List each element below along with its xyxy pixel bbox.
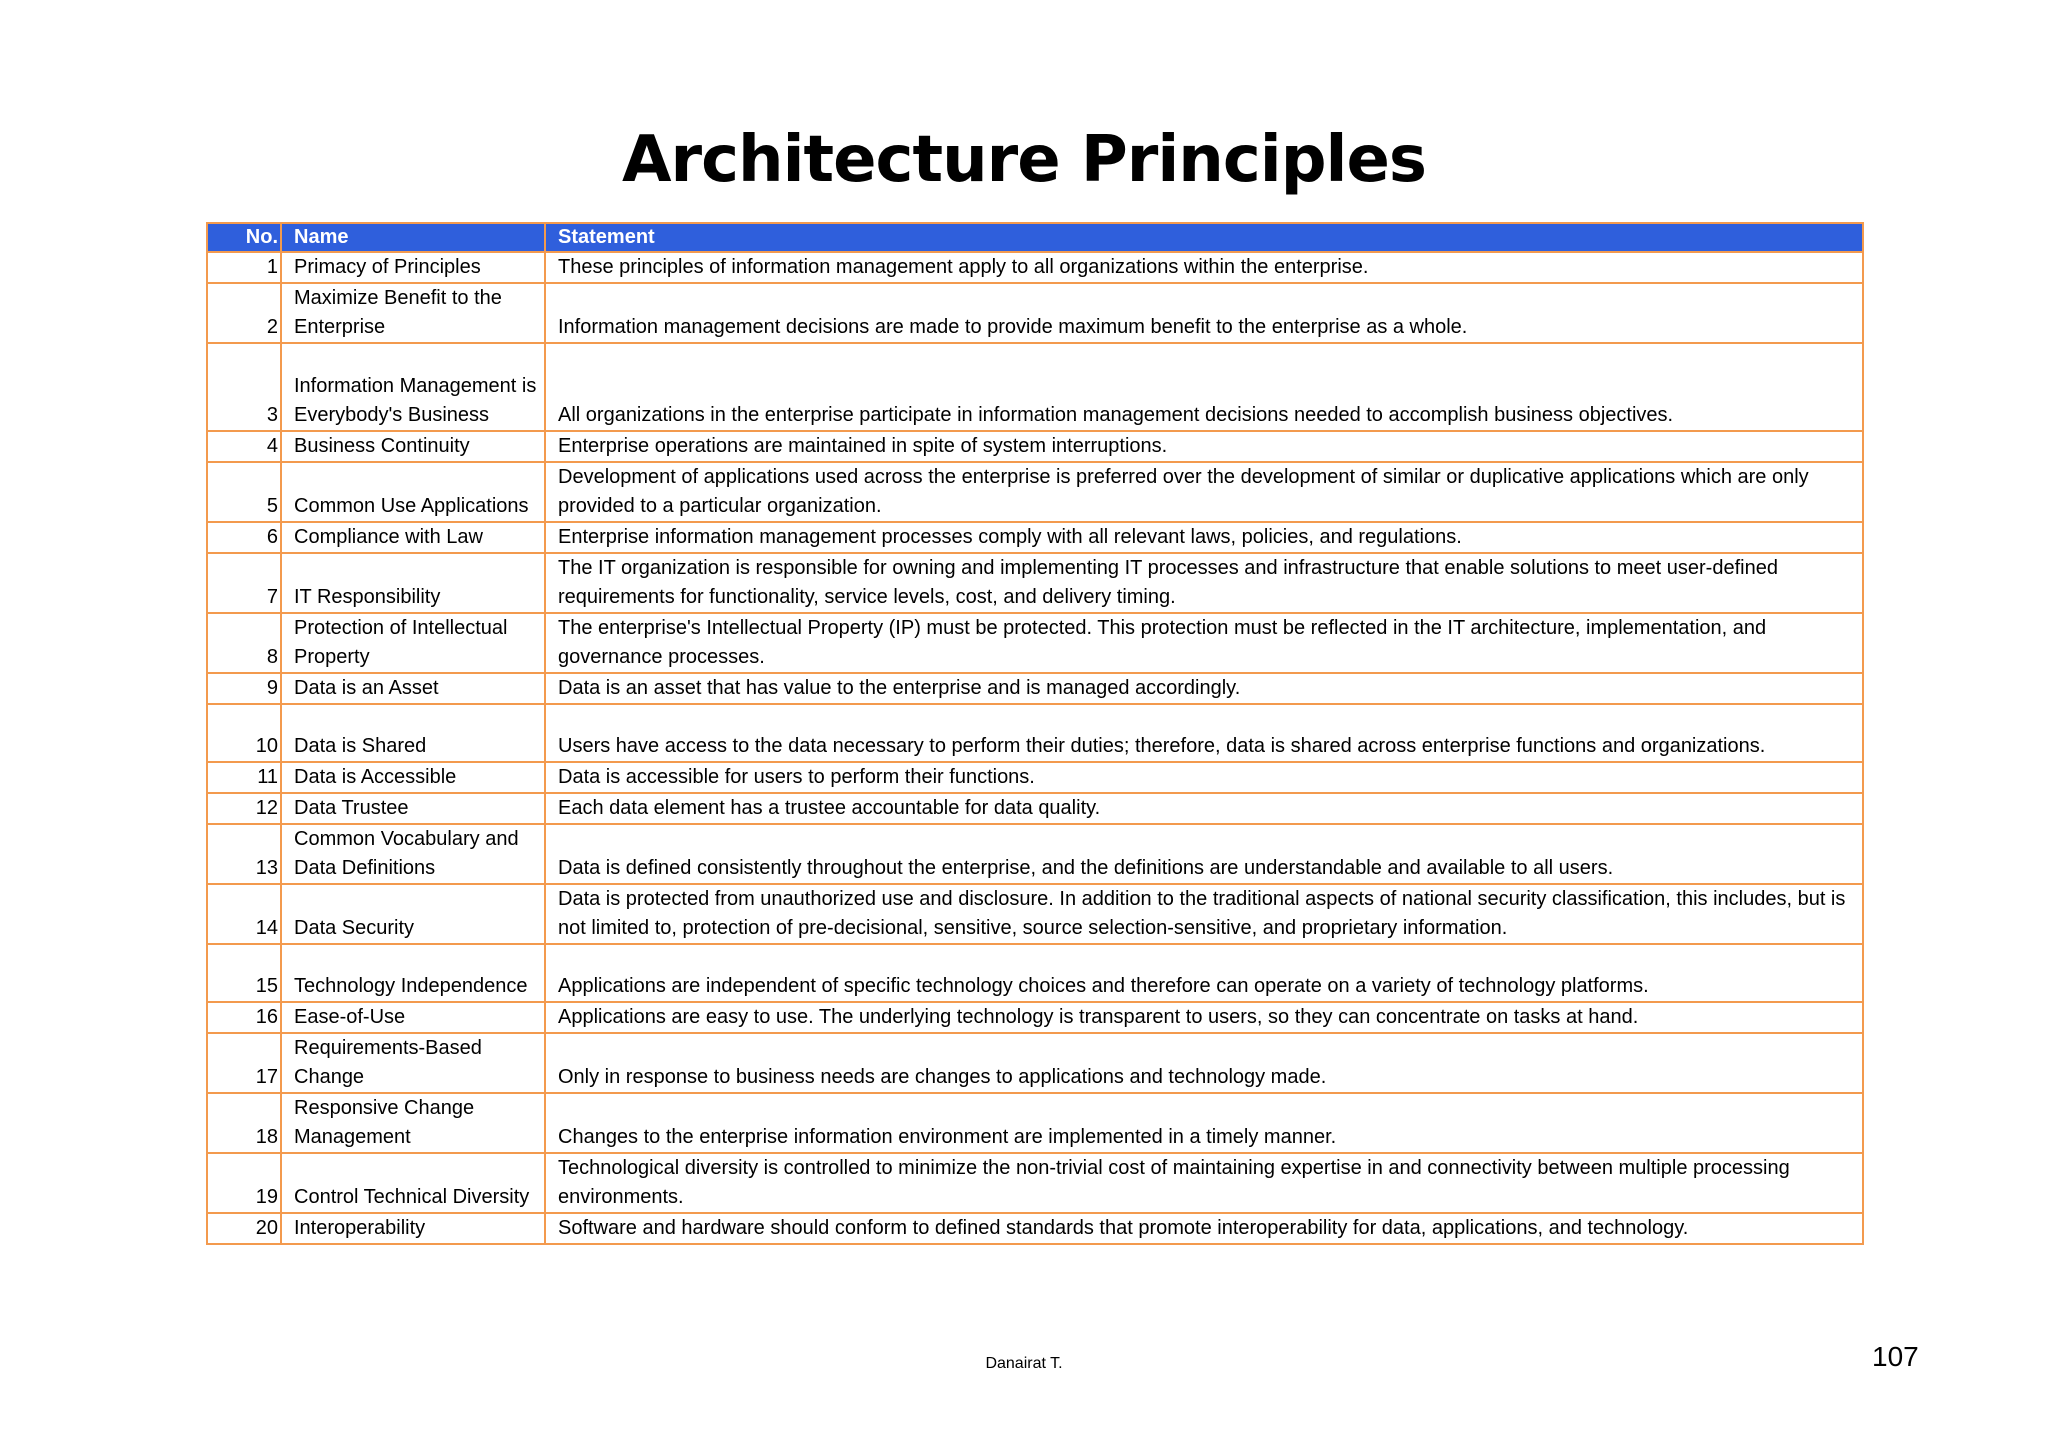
cell-name: Common Vocabulary and Data Definitions [281,824,545,884]
table-row [207,252,1863,283]
cell-name: Control Technical Diversity [281,1153,545,1213]
cell-name: Responsive Change Management [281,1093,545,1153]
table-row [207,283,1863,343]
cell-no: 3 [207,343,281,431]
cell-name: Data is Shared [281,704,545,762]
cell-statement: Technological diversity is controlled to minimize the non-trivial cost of maintaining expertise in and connectivity between multiple processing environments. [545,1153,1863,1213]
cell-name: Maximize Benefit to the Enterprise [281,283,545,343]
table-row [207,1213,1863,1244]
table-row [207,343,1863,431]
cell-no: 5 [207,462,281,522]
cell-statement: Development of applications used across the enterprise is preferred over the development of similar or duplicative applications which are only provided to a particular organization. [545,462,1863,522]
page-title: Architecture Principles [622,123,1426,197]
cell-no: 10 [207,704,281,762]
table-row [207,884,1863,944]
cell-name: Requirements-Based Change [281,1033,545,1093]
cell-no: 15 [207,944,281,1002]
cell-no: 18 [207,1093,281,1153]
table-row [207,1093,1863,1153]
cell-name: Primacy of Principles [281,252,545,283]
table-row [207,553,1863,613]
cell-statement: All organizations in the enterprise participate in information management decisions needed to accomplish business objectives. [545,343,1863,431]
cell-statement: Changes to the enterprise information environment are implemented in a timely manner. [545,1093,1863,1153]
table-row [207,824,1863,884]
cell-statement: The IT organization is responsible for owning and implementing IT processes and infrastructure that enable solutions to meet user-defined requirements for functionality, service levels, cost, and delivery timing. [545,553,1863,613]
table-row [207,762,1863,793]
cell-name: Protection of Intellectual Property [281,613,545,673]
cell-name: Interoperability [281,1213,545,1244]
cell-no: 8 [207,613,281,673]
cell-name: Data is Accessible [281,762,545,793]
header-statement: Statement [545,223,1863,252]
cell-name: Information Management is Everybody's Business [281,343,545,431]
table-row [207,704,1863,762]
cell-statement: Users have access to the data necessary to perform their duties; therefore, data is shared across enterprise functions and organizations. [545,704,1863,762]
cell-statement: Data is an asset that has value to the enterprise and is managed accordingly. [545,673,1863,704]
table-row [207,462,1863,522]
table-row [207,431,1863,462]
table-row [207,1153,1863,1213]
cell-statement: Software and hardware should conform to defined standards that promote interoperability for data, applications, and technology. [545,1213,1863,1244]
cell-no: 13 [207,824,281,884]
cell-name: Business Continuity [281,431,545,462]
cell-no: 4 [207,431,281,462]
cell-name: Ease-of-Use [281,1002,545,1033]
principles-table [206,222,1864,1245]
cell-no: 11 [207,762,281,793]
cell-no: 1 [207,252,281,283]
cell-statement: These principles of information management apply to all organizations within the enterprise. [545,252,1863,283]
cell-statement: Enterprise information management processes comply with all relevant laws, policies, and regulations. [545,522,1863,553]
cell-no: 9 [207,673,281,704]
cell-no: 14 [207,884,281,944]
cell-no: 17 [207,1033,281,1093]
cell-name: IT Responsibility [281,553,545,613]
cell-no: 20 [207,1213,281,1244]
table-header-row [207,223,1863,252]
cell-statement: Data is defined consistently throughout the enterprise, and the definitions are understandable and available to all users. [545,824,1863,884]
cell-statement: The enterprise's Intellectual Property (IP) must be protected. This protection must be reflected in the IT architecture, implementation, and governance processes. [545,613,1863,673]
cell-name: Compliance with Law [281,522,545,553]
cell-no: 12 [207,793,281,824]
cell-name: Data Trustee [281,793,545,824]
header-name: Name [281,223,545,252]
cell-statement: Data is protected from unauthorized use and disclosure. In addition to the traditional aspects of national security classification, this includes, but is not limited to, protection of pre-decisional, sensitive, source selection-sensitive, and proprietary information. [545,884,1863,944]
header-no: No. [207,223,281,252]
cell-name: Common Use Applications [281,462,545,522]
table-row [207,944,1863,1002]
cell-no: 2 [207,283,281,343]
cell-statement: Information management decisions are made to provide maximum benefit to the enterprise as a whole. [545,283,1863,343]
table-row [207,1002,1863,1033]
cell-statement: Enterprise operations are maintained in spite of system interruptions. [545,431,1863,462]
table-row [207,673,1863,704]
cell-name: Data is an Asset [281,673,545,704]
cell-statement: Only in response to business needs are changes to applications and technology made. [545,1033,1863,1093]
cell-statement: Applications are easy to use. The underlying technology is transparent to users, so they can concentrate on tasks at hand. [545,1002,1863,1033]
cell-no: 19 [207,1153,281,1213]
cell-name: Technology Independence [281,944,545,1002]
table-row [207,793,1863,824]
cell-name: Data Security [281,884,545,944]
cell-statement: Each data element has a trustee accountable for data quality. [545,793,1863,824]
table-row [207,613,1863,673]
cell-no: 16 [207,1002,281,1033]
table-row [207,522,1863,553]
table-row [207,1033,1863,1093]
footer-author: Danairat T. [985,1355,1063,1372]
cell-no: 6 [207,522,281,553]
cell-statement: Applications are independent of specific technology choices and therefore can operate on a variety of technology platforms. [545,944,1863,1002]
cell-statement: Data is accessible for users to perform their functions. [545,762,1863,793]
page-number: 107 [1872,1341,1919,1372]
cell-no: 7 [207,553,281,613]
